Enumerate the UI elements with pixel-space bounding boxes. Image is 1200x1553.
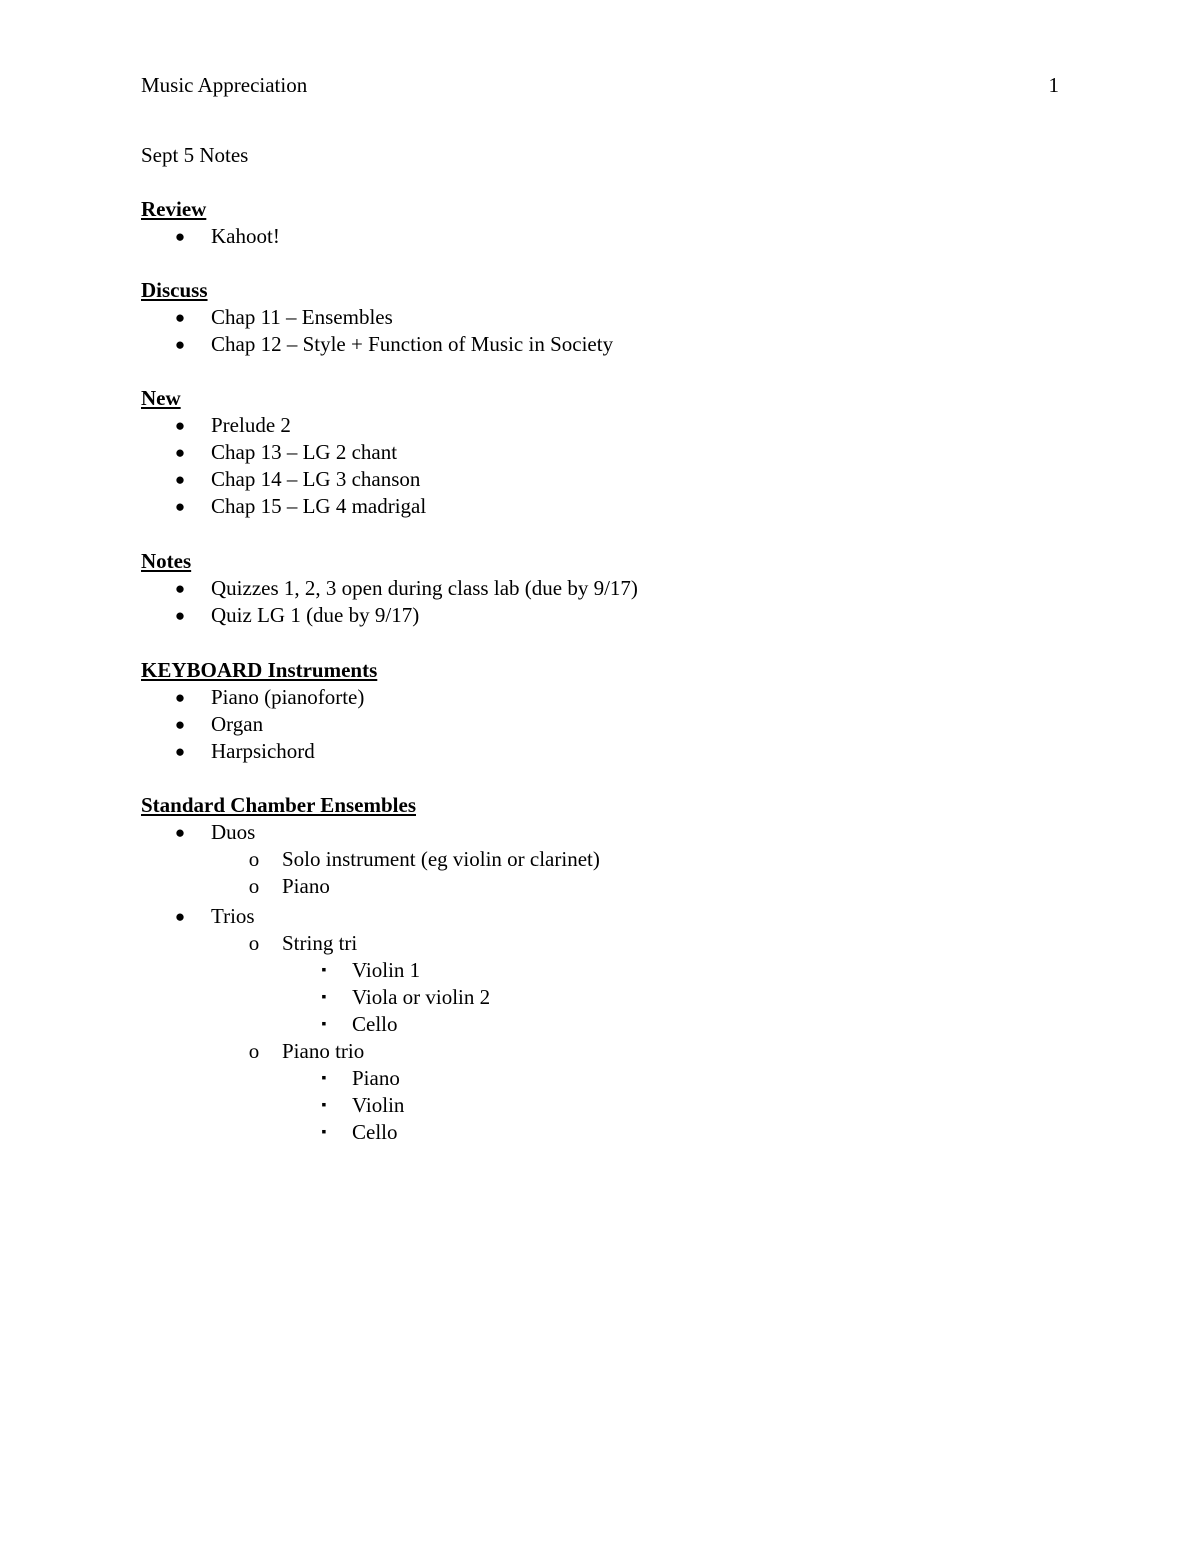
bullet-disc-icon: ● — [174, 470, 186, 489]
list-item — [141, 223, 1061, 250]
list-item — [141, 711, 1061, 738]
bullet-disc-icon: ● — [174, 907, 186, 926]
list-item-text: Harpsichord — [211, 739, 315, 763]
section-keyboard-instruments — [141, 657, 1061, 765]
bullet-square-icon: ▪ — [321, 963, 327, 978]
list-item-text: Kahoot! — [211, 224, 280, 248]
list-item-text: Violin 1 — [352, 958, 421, 982]
list-item — [141, 984, 1061, 1011]
list-item-text: Chap 14 – LG 3 chanson — [211, 467, 421, 491]
list-item — [141, 439, 1061, 466]
list-item — [141, 575, 1061, 602]
section-notes — [141, 548, 1061, 629]
list-item — [141, 846, 1061, 873]
list-item-text: Piano trio — [282, 1039, 365, 1063]
list-item-text: Duos — [211, 820, 256, 844]
list-item-text: Violin — [352, 1093, 405, 1117]
bullet-disc-icon: ● — [174, 227, 186, 246]
list-item — [141, 304, 1061, 331]
section-heading: Standard Chamber Ensembles — [141, 793, 416, 817]
list-item — [141, 873, 1061, 900]
section-chamber-ensembles — [141, 792, 1061, 1146]
bullet-circle-icon: o — [248, 847, 260, 871]
list-item-text: Cello — [352, 1120, 398, 1144]
bullet-disc-icon: ● — [174, 335, 186, 354]
list-item — [141, 1011, 1061, 1038]
list-item-text: Trios — [211, 904, 255, 928]
list-item-text: Piano (pianoforte) — [211, 685, 365, 709]
header-title: Music Appreciation — [141, 73, 308, 97]
list-item-text: String tri — [282, 931, 358, 955]
list-item — [141, 1038, 1061, 1065]
bullet-disc-icon: ● — [174, 715, 186, 734]
list-item — [141, 957, 1061, 984]
bullet-disc-icon: ● — [174, 688, 186, 707]
list-item-text: Cello — [352, 1012, 398, 1036]
section-heading: Review — [141, 197, 207, 221]
list-item — [141, 1119, 1061, 1146]
bullet-circle-icon: o — [248, 931, 260, 955]
list-item-text: Chap 15 – LG 4 madrigal — [211, 494, 427, 518]
bullet-disc-icon: ● — [174, 606, 186, 625]
list-item — [141, 738, 1061, 765]
list-item — [141, 930, 1061, 957]
bullet-disc-icon: ● — [174, 443, 186, 462]
list-item — [141, 493, 1061, 520]
bullet-circle-icon: o — [248, 874, 260, 898]
bullet-square-icon: ▪ — [321, 1071, 327, 1086]
list-item-text: Piano — [282, 874, 330, 898]
bullet-circle-icon: o — [248, 1039, 260, 1063]
list-item — [141, 819, 1061, 846]
list-item-text: Prelude 2 — [211, 413, 291, 437]
section-new — [141, 385, 1061, 520]
list-item-text: Solo instrument (eg violin or clarinet) — [282, 847, 600, 871]
list-item-text: Quiz LG 1 (due by 9/17) — [211, 603, 420, 627]
bullet-disc-icon: ● — [174, 416, 186, 435]
list-item-text: Organ — [211, 712, 264, 736]
list-item — [141, 602, 1061, 629]
bullet-disc-icon: ● — [174, 308, 186, 327]
bullet-square-icon: ▪ — [321, 1098, 327, 1113]
bullet-square-icon: ▪ — [321, 990, 327, 1005]
bullet-disc-icon: ● — [174, 497, 186, 516]
bullet-disc-icon: ● — [174, 579, 186, 598]
section-discuss — [141, 277, 1061, 358]
section-review — [141, 196, 1061, 250]
list-item — [141, 684, 1061, 711]
list-item-text: Chap 12 – Style + Function of Music in Society — [211, 332, 614, 356]
list-item-text: Viola or violin 2 — [352, 985, 491, 1009]
list-item — [141, 1092, 1061, 1119]
list-item-text: Quizzes 1, 2, 3 open during class lab (due by 9/17) — [211, 576, 638, 600]
document-title: Sept 5 Notes — [141, 143, 249, 167]
page-number: 1 — [1048, 73, 1059, 97]
bullet-disc-icon: ● — [174, 742, 186, 761]
list-item — [141, 331, 1061, 358]
section-heading: Notes — [141, 549, 192, 573]
section-heading: KEYBOARD Instruments — [141, 658, 378, 682]
list-item-text: Piano — [352, 1066, 400, 1090]
bullet-disc-icon: ● — [174, 823, 186, 842]
list-item-text: Chap 11 – Ensembles — [211, 305, 393, 329]
list-item — [141, 903, 1061, 930]
bullet-square-icon: ▪ — [321, 1017, 327, 1032]
list-item — [141, 466, 1061, 493]
bullet-square-icon: ▪ — [321, 1125, 327, 1140]
list-item-text: Chap 13 – LG 2 chant — [211, 440, 398, 464]
section-heading: New — [141, 386, 181, 410]
list-item — [141, 412, 1061, 439]
section-heading: Discuss — [141, 278, 208, 302]
list-item — [141, 1065, 1061, 1092]
